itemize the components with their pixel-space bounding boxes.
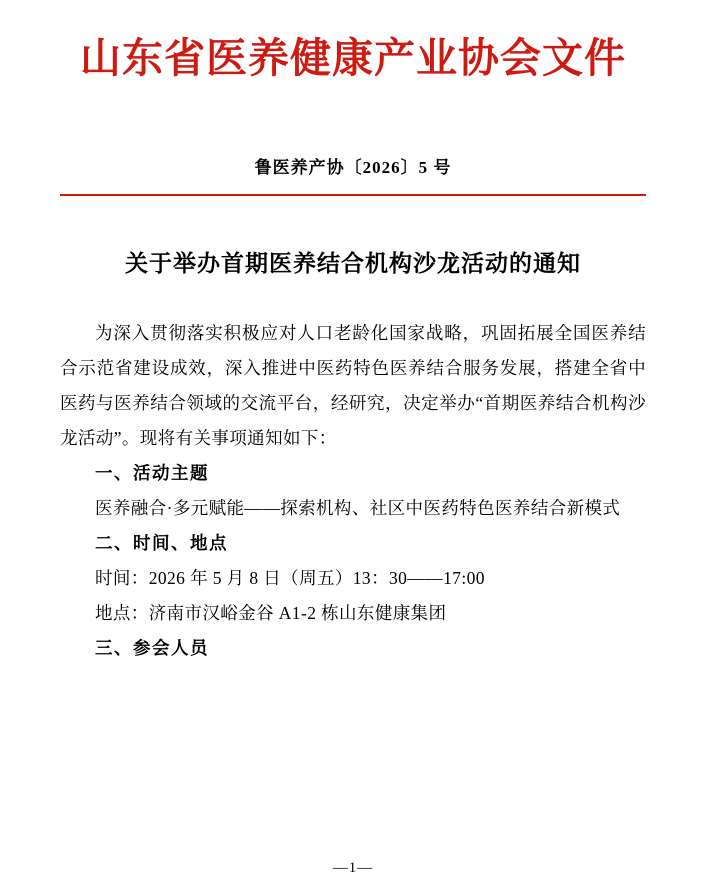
section-heading-2: 二、时间、地点: [95, 533, 228, 554]
section-1-line-1: 医养融合·多元赋能——探索机构、社区中医药特色医养结合新模式: [95, 498, 621, 519]
page-number: —1—: [332, 860, 374, 876]
section-heading-1: 一、活动主题: [95, 463, 209, 484]
red-divider-rule: [60, 194, 646, 196]
document-number: 鲁医养产协〔2026〕5 号: [254, 158, 452, 178]
masthead: [60, 34, 646, 83]
document-page: [0, 34, 706, 891]
section-heading-3: 三、参会人员: [95, 638, 209, 659]
section-2-line-2: 地点：济南市汉峪金谷 A1-2 栋山东健康集团: [95, 603, 447, 624]
organization-title: 山东省医养健康产业协会文件: [80, 34, 626, 82]
intro-paragraph: 为深入贯彻落实积极应对人口老龄化国家战略，巩固拓展全国医养结合示范省建设成效，深入推进中医药特色医养结合服务发展，搭建全省中医药与医养结合领域的交流平台，经研究，决定举办“首期医养结合机构沙龙活动”。现将有关事项通知如下：: [60, 323, 646, 449]
section-2-line-1: 时间：2026 年 5 月 8 日（周五）13：30——17:00: [95, 568, 485, 589]
page-title: 关于举办首期医养结合机构沙龙活动的通知: [125, 251, 581, 277]
document-body: [60, 316, 646, 666]
